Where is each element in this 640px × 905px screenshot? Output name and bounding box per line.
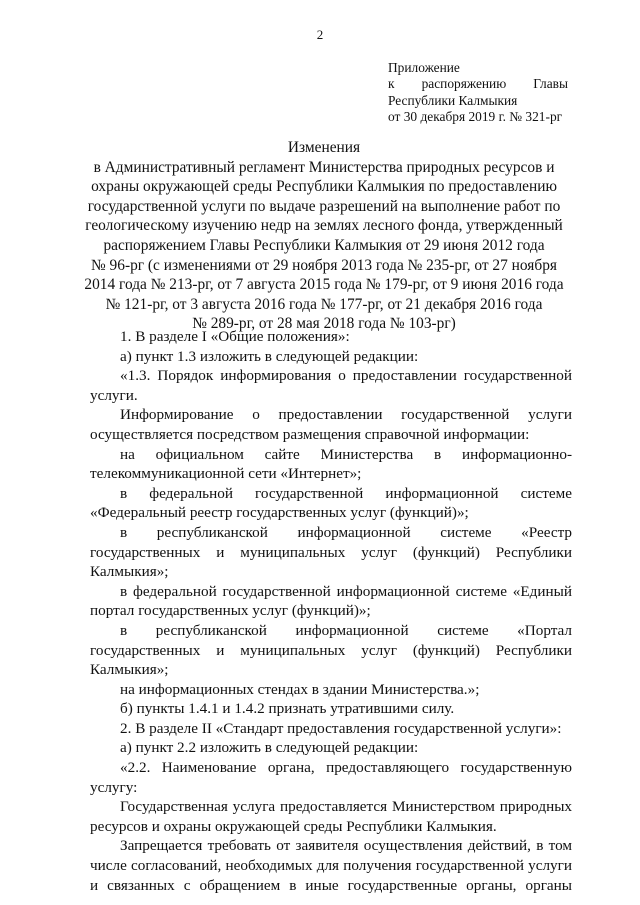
appendix-order-line bbox=[388, 76, 568, 92]
paragraph-service-provider: Государственная услуга предоставляется Министерством природных ресурсов и охраны окружающей среды Республики Калмыкия. bbox=[90, 798, 572, 835]
paragraph-item-a: а) пункт 1.3 изложить в следующей редакции: bbox=[120, 347, 419, 365]
appendix-date: от 30 декабря 2019 г. № 321-рг bbox=[388, 109, 563, 125]
paragraph-item-a-2-2: а) пункт 2.2 изложить в следующей редакции: bbox=[120, 739, 419, 757]
document-body bbox=[90, 327, 572, 895]
appendix-block bbox=[388, 60, 568, 126]
title-line: распоряжением Главы Республики Калмыкия от 29 июня 2012 года bbox=[103, 236, 545, 254]
paragraph-item-b: б) пункты 1.4.1 и 1.4.2 признать утратившими силу. bbox=[120, 700, 455, 718]
title-line: 2014 года № 213-рг, от 7 августа 2015 года № 179-рг, от 9 июня 2016 года bbox=[84, 276, 564, 294]
appendix-label: Приложение bbox=[388, 60, 460, 75]
title-line: № 96-рг (с изменениями от 29 ноября 2013 года № 235-рг, от 27 ноября bbox=[91, 256, 557, 274]
paragraph-info-stands: на информационных стендах в здании Министерства.»; bbox=[120, 680, 480, 698]
title-line: геологическому изучению недр на землях лесного фонда, утвержденный bbox=[85, 217, 563, 235]
paragraph-single-portal: в федеральной государственной информационной системе «Единый портал государственных услуг (функций)»; bbox=[90, 582, 572, 620]
appendix-republic: Республики Калмыкия bbox=[388, 92, 518, 108]
paragraph-2-2: «2.2. Наименование органа, предоставляющего государственную услугу: bbox=[90, 759, 572, 796]
appendix-word-k: к bbox=[388, 76, 395, 92]
appendix-word-order: распоряжению bbox=[421, 76, 507, 92]
paragraph-section-2: 2. В разделе II «Стандарт предоставления государственной услуги»: bbox=[120, 719, 562, 737]
title-line: № 121-рг, от 3 августа 2016 года № 177-рг, от 21 декабря 2016 года bbox=[105, 295, 543, 313]
paragraph-section-1: 1. В разделе I «Общие положения»: bbox=[120, 328, 350, 345]
title-line: государственной услуги по выдаче разрешений на выполнение работ по bbox=[87, 197, 561, 215]
title-line: в Административный регламент Министерства природных ресурсов и bbox=[93, 158, 555, 176]
title-line: № 289-рг, от 28 мая 2018 года № 103-рг) bbox=[192, 315, 456, 333]
paragraph-official-site: на официальном сайте Министерства в информационно-телекоммуникационной сети «Интернет»; bbox=[90, 445, 572, 483]
appendix-word-head: Главы bbox=[533, 76, 568, 92]
document-title bbox=[82, 138, 566, 334]
title-line: охраны окружающей среды Республики Калмыкия по предоставлению bbox=[91, 178, 557, 196]
paragraph-republic-registry: в республиканской информационной системе «Реестр государственных и муниципальных услуг (функций) Республики Калмыкия»; bbox=[90, 523, 572, 581]
paragraph-prohibition: Запрещается требовать от заявителя осуществления действий, в том числе согласований, необходимых для получения государственной услуги и связанных с обращением в иные государственные органы, органы bbox=[90, 837, 572, 894]
page-number: 2 bbox=[316, 27, 324, 42]
paragraph-1-3: «1.3. Порядок информирования о предоставлении государственной услуги. bbox=[90, 367, 572, 404]
paragraph-federal-registry: в федеральной государственной информационной системе «Федеральный реестр государственных услуг (функций)»; bbox=[90, 484, 572, 522]
paragraph-informing: Информирование о предоставлении государственной услуги осуществляется посредством размещения справочной информации: bbox=[90, 406, 572, 443]
title-heading: Изменения bbox=[287, 139, 361, 156]
paragraph-republic-portal: в республиканской информационной системе «Портал государственных и муниципальных услуг (функций) Республики Калмыкия»; bbox=[90, 621, 572, 679]
